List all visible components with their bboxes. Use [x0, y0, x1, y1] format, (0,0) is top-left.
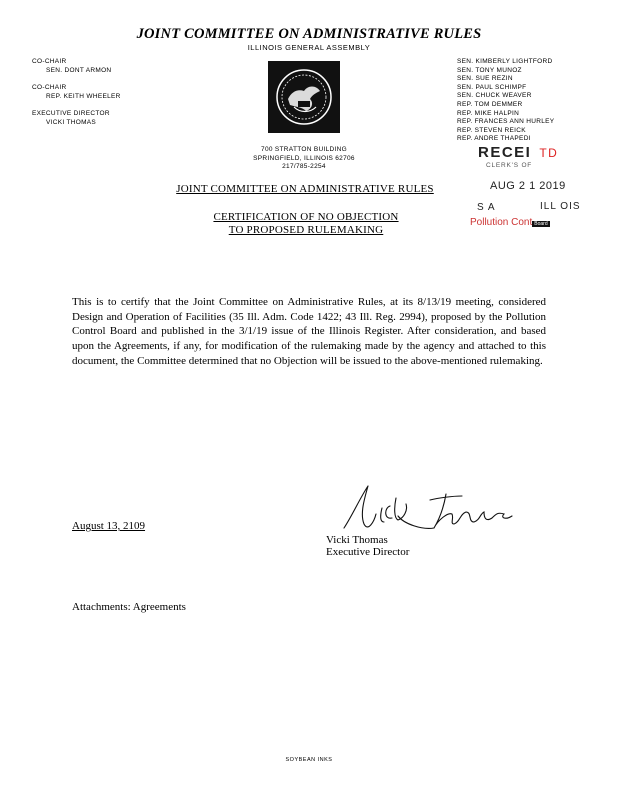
attachments-line: Attachments: Agreements — [72, 601, 186, 613]
certification-date: August 13, 2109 — [72, 520, 146, 532]
co-chair-1-label: CO-CHAIR — [32, 58, 67, 65]
member-item: SEN. SUE REZIN — [457, 75, 513, 83]
member-item: REP. STEVEN REICK — [457, 126, 526, 134]
received-text: RECEI — [478, 144, 532, 161]
address-line-3: 217/785-2254 — [282, 163, 326, 171]
illinois-text: ILL OIS — [540, 201, 581, 212]
member-item: SEN. CHUCK WEAVER — [457, 92, 532, 100]
clerks-office-text: CLERK'S OF — [486, 162, 533, 169]
footer-text: SOYBEAN INKS — [285, 757, 333, 763]
certification-heading: CERTIFICATION OF NO OBJECTION — [213, 211, 399, 223]
received-red-mark: TD — [539, 146, 559, 160]
letterhead-title: JOINT COMMITTEE ON ADMINISTRATIVE RULES — [136, 26, 482, 42]
pollution-text: Pollution Cont — [470, 217, 533, 228]
member-item: SEN. PAUL SCHIMPF — [457, 83, 527, 91]
member-item: REP. MIKE HALPIN — [457, 109, 520, 117]
co-chair-1-name: SEN. DONT ARMON — [46, 67, 112, 74]
redaction-mark: Board — [534, 221, 548, 227]
member-item: SEN. KIMBERLY LIGHTFORD — [457, 58, 553, 65]
state-of-text: S A — [477, 202, 496, 213]
co-chair-2-label: CO-CHAIR — [32, 84, 67, 91]
member-item: SEN. TONY MUNOZ — [457, 66, 522, 74]
co-chair-2-name: REP. KEITH WHEELER — [46, 93, 121, 100]
member-item: REP. FRANCES ANN HURLEY — [457, 118, 555, 126]
signer-title: Executive Director — [326, 546, 410, 558]
signer-name: Vicki Thomas — [326, 534, 388, 546]
certification-paragraph: This is to certify that the Joint Committee on Administrative Rules, at its 8/13/19 meeting, considered Design and Operation of Facilities (35 Ill. Adm. Code 1422; 43 Ill. Reg. 2994), proposed by the Pollution Control Board and published in the 3/1/19 issue of the Illinois Register. After consideration, and based upon the Agreements, if any, for modification of the rulemaking made by the agency and attached to this document, the Committee determined that no Objection will be issued to the above-mentioned rulemaking. — [72, 296, 546, 367]
state-seal — [268, 61, 340, 133]
seal-emblem-icon — [268, 61, 340, 133]
handwritten-signature — [334, 478, 524, 540]
member-item: REP. TOM DEMMER — [457, 100, 523, 108]
member-list — [457, 58, 554, 144]
received-date: AUG 2 1 2019 — [490, 180, 566, 192]
address-line-2: SPRINGFIELD, ILLINOIS 62706 — [253, 154, 355, 162]
member-item: REP. ANDRE THAPEDI — [457, 135, 531, 143]
committee-heading: JOINT COMMITTEE ON ADMINISTRATIVE RULES — [176, 183, 434, 195]
letterhead-subtitle: ILLINOIS GENERAL ASSEMBLY — [247, 43, 371, 52]
address-line-1: 700 STRATTON BUILDING — [261, 146, 347, 153]
received-stamp — [478, 144, 558, 161]
committee-address — [230, 146, 378, 172]
pollution-control-text — [470, 217, 550, 228]
executive-director-label: EXECUTIVE DIRECTOR — [32, 110, 110, 117]
executive-director-name: VICKI THOMAS — [46, 119, 97, 126]
certification-subheading: TO PROPOSED RULEMAKING — [228, 224, 384, 236]
